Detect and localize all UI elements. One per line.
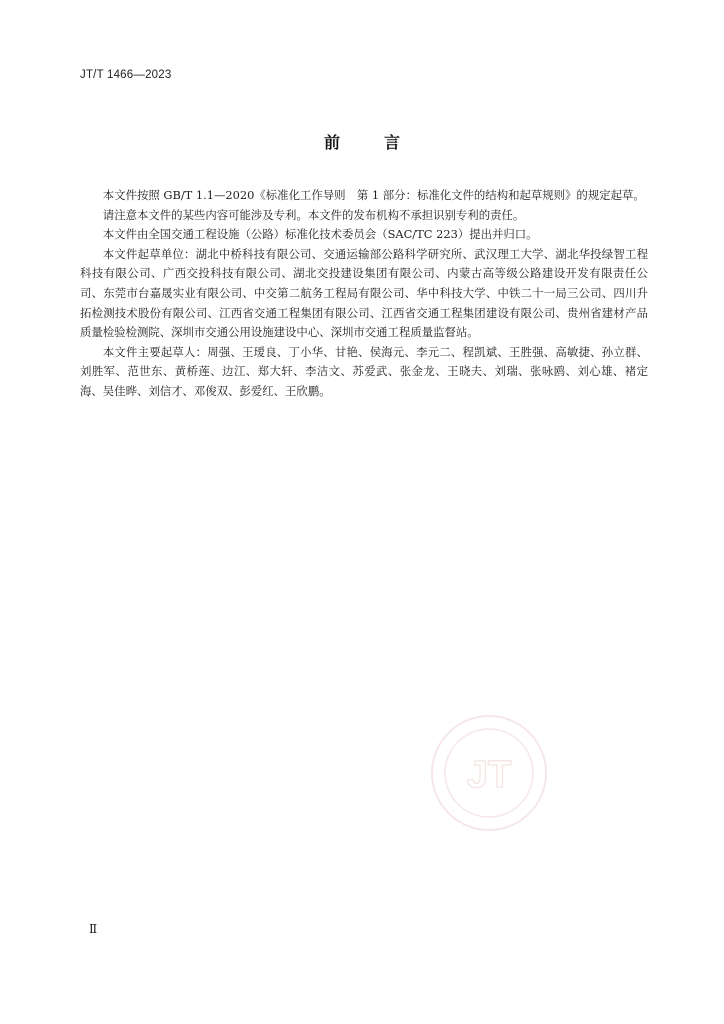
foreword-body	[80, 186, 648, 402]
paragraph-proposer: 本文件由全国交通工程设施（公路）标准化技术委员会（SAC/TC 223）提出并归口。	[102, 227, 538, 242]
watermark-text: JT	[466, 754, 512, 796]
paragraph-drafting-units: 本文件起草单位：湖北中桥科技有限公司、交通运输部公路科学研究所、武汉理工大学、湖北华投绿智工程科技有限公司、广西交投科技有限公司、湖北交投建设集团有限公司、内蒙古高等级公路建设开发有限责任公司、东莞市台嘉晟实业有限公司、中交第二航务工程局有限公司、华中科技大学、中铁二十一局三公司、四川升拓检测技术股份有限公司、江西省交通工程集团有限公司、江西省交通工程集团建设有限公司、贵州省建材产品质量检验检测院、深圳市交通公用设施建设中心、深圳市交通工程质量监督站。	[80, 246, 648, 340]
page-number: Ⅱ	[89, 922, 98, 936]
paragraph-drafters: 本文件主要起草人：周强、王瑷良、丁小华、甘艳、侯海元、李元二、程凯斌、王胜强、高敏捷、孙立群、刘胜军、范世东、黄桥莲、边江、郑大轩、李洁文、苏爱武、张金龙、王晓夫、刘瑞、张咏鸥、刘心雄、褚定海、吴佳晔、刘信才、邓俊双、彭爱红、王欣鹏。	[80, 344, 648, 398]
page-title	[0, 130, 724, 153]
title-char-1: 前	[323, 133, 340, 152]
jt-seal-watermark	[429, 713, 549, 833]
standard-code-header: JT/T 1466—2023	[80, 69, 172, 81]
paragraph-drafting-rules: 本文件按照 GB/T 1.1—2020《标准化工作导则 第 1 部分：标准化文件的结构和起草规则》的规定起草。	[102, 188, 645, 202]
paragraph-patent-notice: 请注意本文件的某些内容可能涉及专利。本文件的发布机构不承担识别专利的责任。	[102, 207, 525, 222]
title-char-2: 言	[384, 133, 401, 152]
